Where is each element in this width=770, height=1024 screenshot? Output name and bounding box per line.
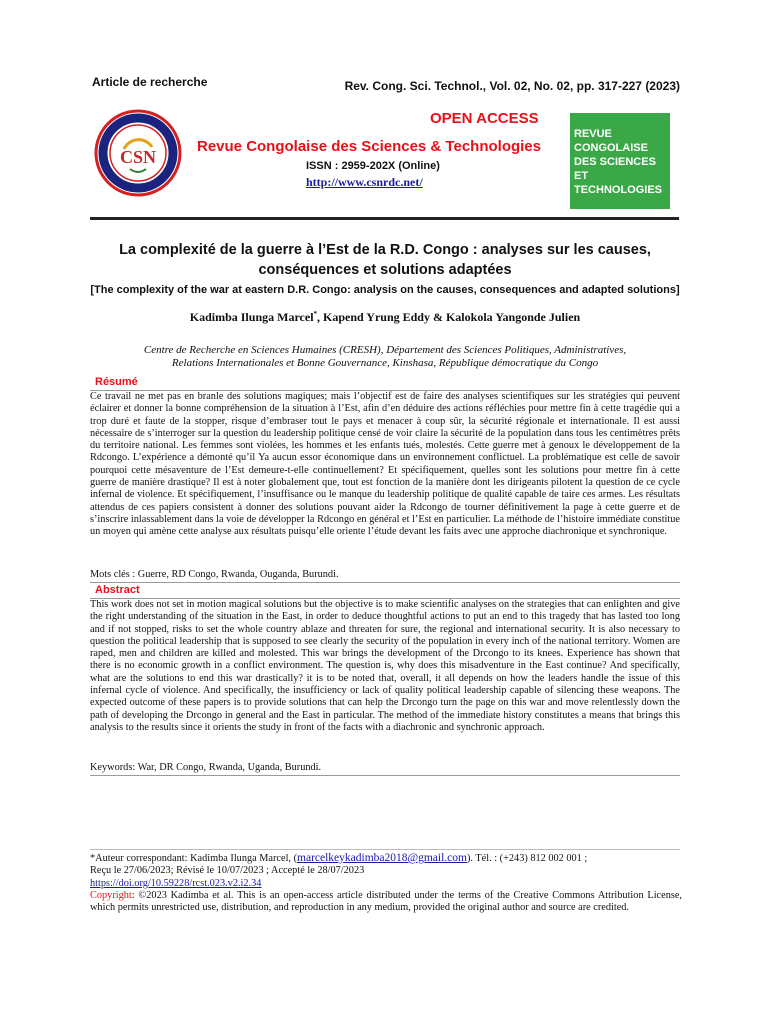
citation: Rev. Cong. Sci. Technol., Vol. 02, No. 02, pp. 317-227 (2023) [344,79,680,93]
seal-logo-text: CSN [119,147,157,167]
header-rule [90,217,679,220]
corresponding-author-line [90,852,682,865]
abstract-keywords: Keywords: War, DR Congo, Rwanda, Uganda, Burundi. [90,762,322,773]
doi-link[interactable]: https://doi.org/10.59228/rcst.023.v2.i2.34 [90,877,262,889]
article-type: Article de recherche [92,75,208,89]
footnote [90,852,682,914]
abstract-text: This work does not set in motion magical solutions but the objective is to make scientific analyses on the strategies that can enlighten and give the right understanding of the situation in the East, in order to deduce thoughtful actions to put an end to this tragedy that has lasted too long and if not stopped, risks to set the whole country ablaze and threaten for sure, the regional and international security. It is also necessary to question the political leadership that is supposed to see clearly the security of the population in every inch of the national territory. Women are raped, men and children are killed and molested. This war brings the development of the Drcongo to its knees. Experience has shown that there is no economic growth in a conflict environment. The question is, why does this misadventure in the East continue? And specifically, what are the solutions to end this war drastically? it is to be noted that, overall, it all depends on how the leaders handle the issue of this infernal cycle of violence. And specifically, the insufficiency or lack of quality political leadership capable of silencing these weapons. The expected outcome of these papers is to provide solutions that can help the Drcongo turn the page on this war and move relentlessly down the path of developing the Drcongo in general and the East in particular. The method of the immediate history constitutes a means that brings this analysis to the results since it orients the study in front of the facts with a diachronic and synchronic approach. [90,599,680,733]
english-title: [The complexity of the war at eastern D.R. Congo: analysis on the causes, consequences and adapted solutions] [90,284,680,296]
author-others: , Kapend Yrung Eddy & Kalokola Yangonde Julien [317,310,581,324]
article-title-line: La complexité de la guerre à l’Est de la R.D. Congo : analyses sur les causes, [119,242,651,258]
copyright-notice [90,890,682,915]
affiliation-line: Relations Internationales et Bonne Gouvernance, Kinshasa, République démocratique du Congo [171,357,599,369]
journal-name: Revue Congolaise des Sciences & Technologies [197,138,541,155]
journal-issn: ISSN : 2959-202X (Online) [306,160,440,172]
dates-line: Reçu le 27/06/2023; Révisé le 10/07/2023 ; Accepté le 28/07/2023 [90,865,365,877]
resume-text: Ce travail ne met pas en branle des solutions magiques; mais l’objectif est de faire des analyses scientifiques sur les stratégies qui peuvent éclairer et donner la bonne compréhension de la situation à l’Est, afin d’en déduire des actions réfléchies pour mettre fin à cette tragédie qui a trop duré et faute de la stopper, risque d’embraser tout le pays et menacer à coup sûr, la sécurité régionale et internationale. Il est aussi nécessaire de s’interroger sur la question du leadership politique censé de voir claire la sécurité de la population dans tous les centimètres prêts du territoire national. Les femmes sont violées, les hommes et les enfants tués, molestés. Cette guerre met à genoux le développement de la Rdcongo. L’expérience a démonté qu’il Ya aucun essor économique dans un environnement conflictuel. La problématique est celle de savoir pourquoi cette mésaventure de l’Est demeure-t-elle continuellement? Et spécifiquement, quelles sont les solutions pour mettre fin à cette guerre de manière drastique? Il est à noter globalement que, tout est fonction de la manière dont les dirigeants pilotent la question de ce cycle infernal de violence. Et spécifiquement, l’insuffisance ou le manque du leadership politique de qualité capable de taire ces armes. Les résultats attendus de ces papiers consistent à donner des solutions pouvant aider la Rdcongo de tourner définitivement la page à cette guerre et de s’inscrire inlassablement dans la voie de développer la Rdcongo en général et l’Est en particulier. La méthode de l’histoire immédiate constitue un moyen qui amène cette analyse aux résultats puisqu’elle oriente l’étude devant les faits avec une approche diachronique et synchronique. [90,391,680,538]
open-access-label: OPEN ACCESS [430,110,539,127]
section-divider [90,775,680,776]
copyright-text: : ©2023 Kadimba et al. This is an open-access article distributed under the terms of the Creative Commons Attribution License, which permits unrestricted use, distribution, and reproduction in any medium, provided the original author and source are credited. [90,889,682,914]
corresponding-prefix: *Auteur correspondant: Kadimba Ilunga Marcel, ( [90,853,298,864]
brand-line: REVUE [574,128,612,140]
email-link[interactable]: marcelkeykadimba2018@gmail.com [297,852,467,864]
brand-line: CONGOLAISE [574,142,648,154]
affiliation-line: Centre de Recherche en Sciences Humaines (CRESH), Département des Sciences Politiques, Administratives, [143,344,627,356]
brand-line: DES SCIENCES [574,156,656,168]
resume-heading: Résumé [95,376,138,388]
section-divider [90,582,680,583]
copyright-label: Copyright [90,889,132,901]
abstract-heading: Abstract [95,584,140,596]
author-corresponding: Kadimba Ilunga Marcel [189,310,314,324]
journal-brand-box [570,113,670,209]
article-title [60,240,710,280]
footnote-rule [90,849,680,850]
corresponding-suffix: ). Tél. : (+243) 812 002 001 ; [466,853,588,864]
article-title-line: conséquences et solutions adaptées [258,262,512,278]
corresponding-mark: * [313,310,318,318]
resume-keywords: Mots clés : Guerre, RD Congo, Rwanda, Ouganda, Burundi. [90,569,339,580]
affiliation [60,344,710,370]
journal-seal-logo [94,109,182,197]
brand-line: ET TECHNOLOGIES [574,170,663,196]
journal-url-link[interactable]: http://www.csnrdc.net/ [306,175,423,189]
authors [60,310,710,325]
